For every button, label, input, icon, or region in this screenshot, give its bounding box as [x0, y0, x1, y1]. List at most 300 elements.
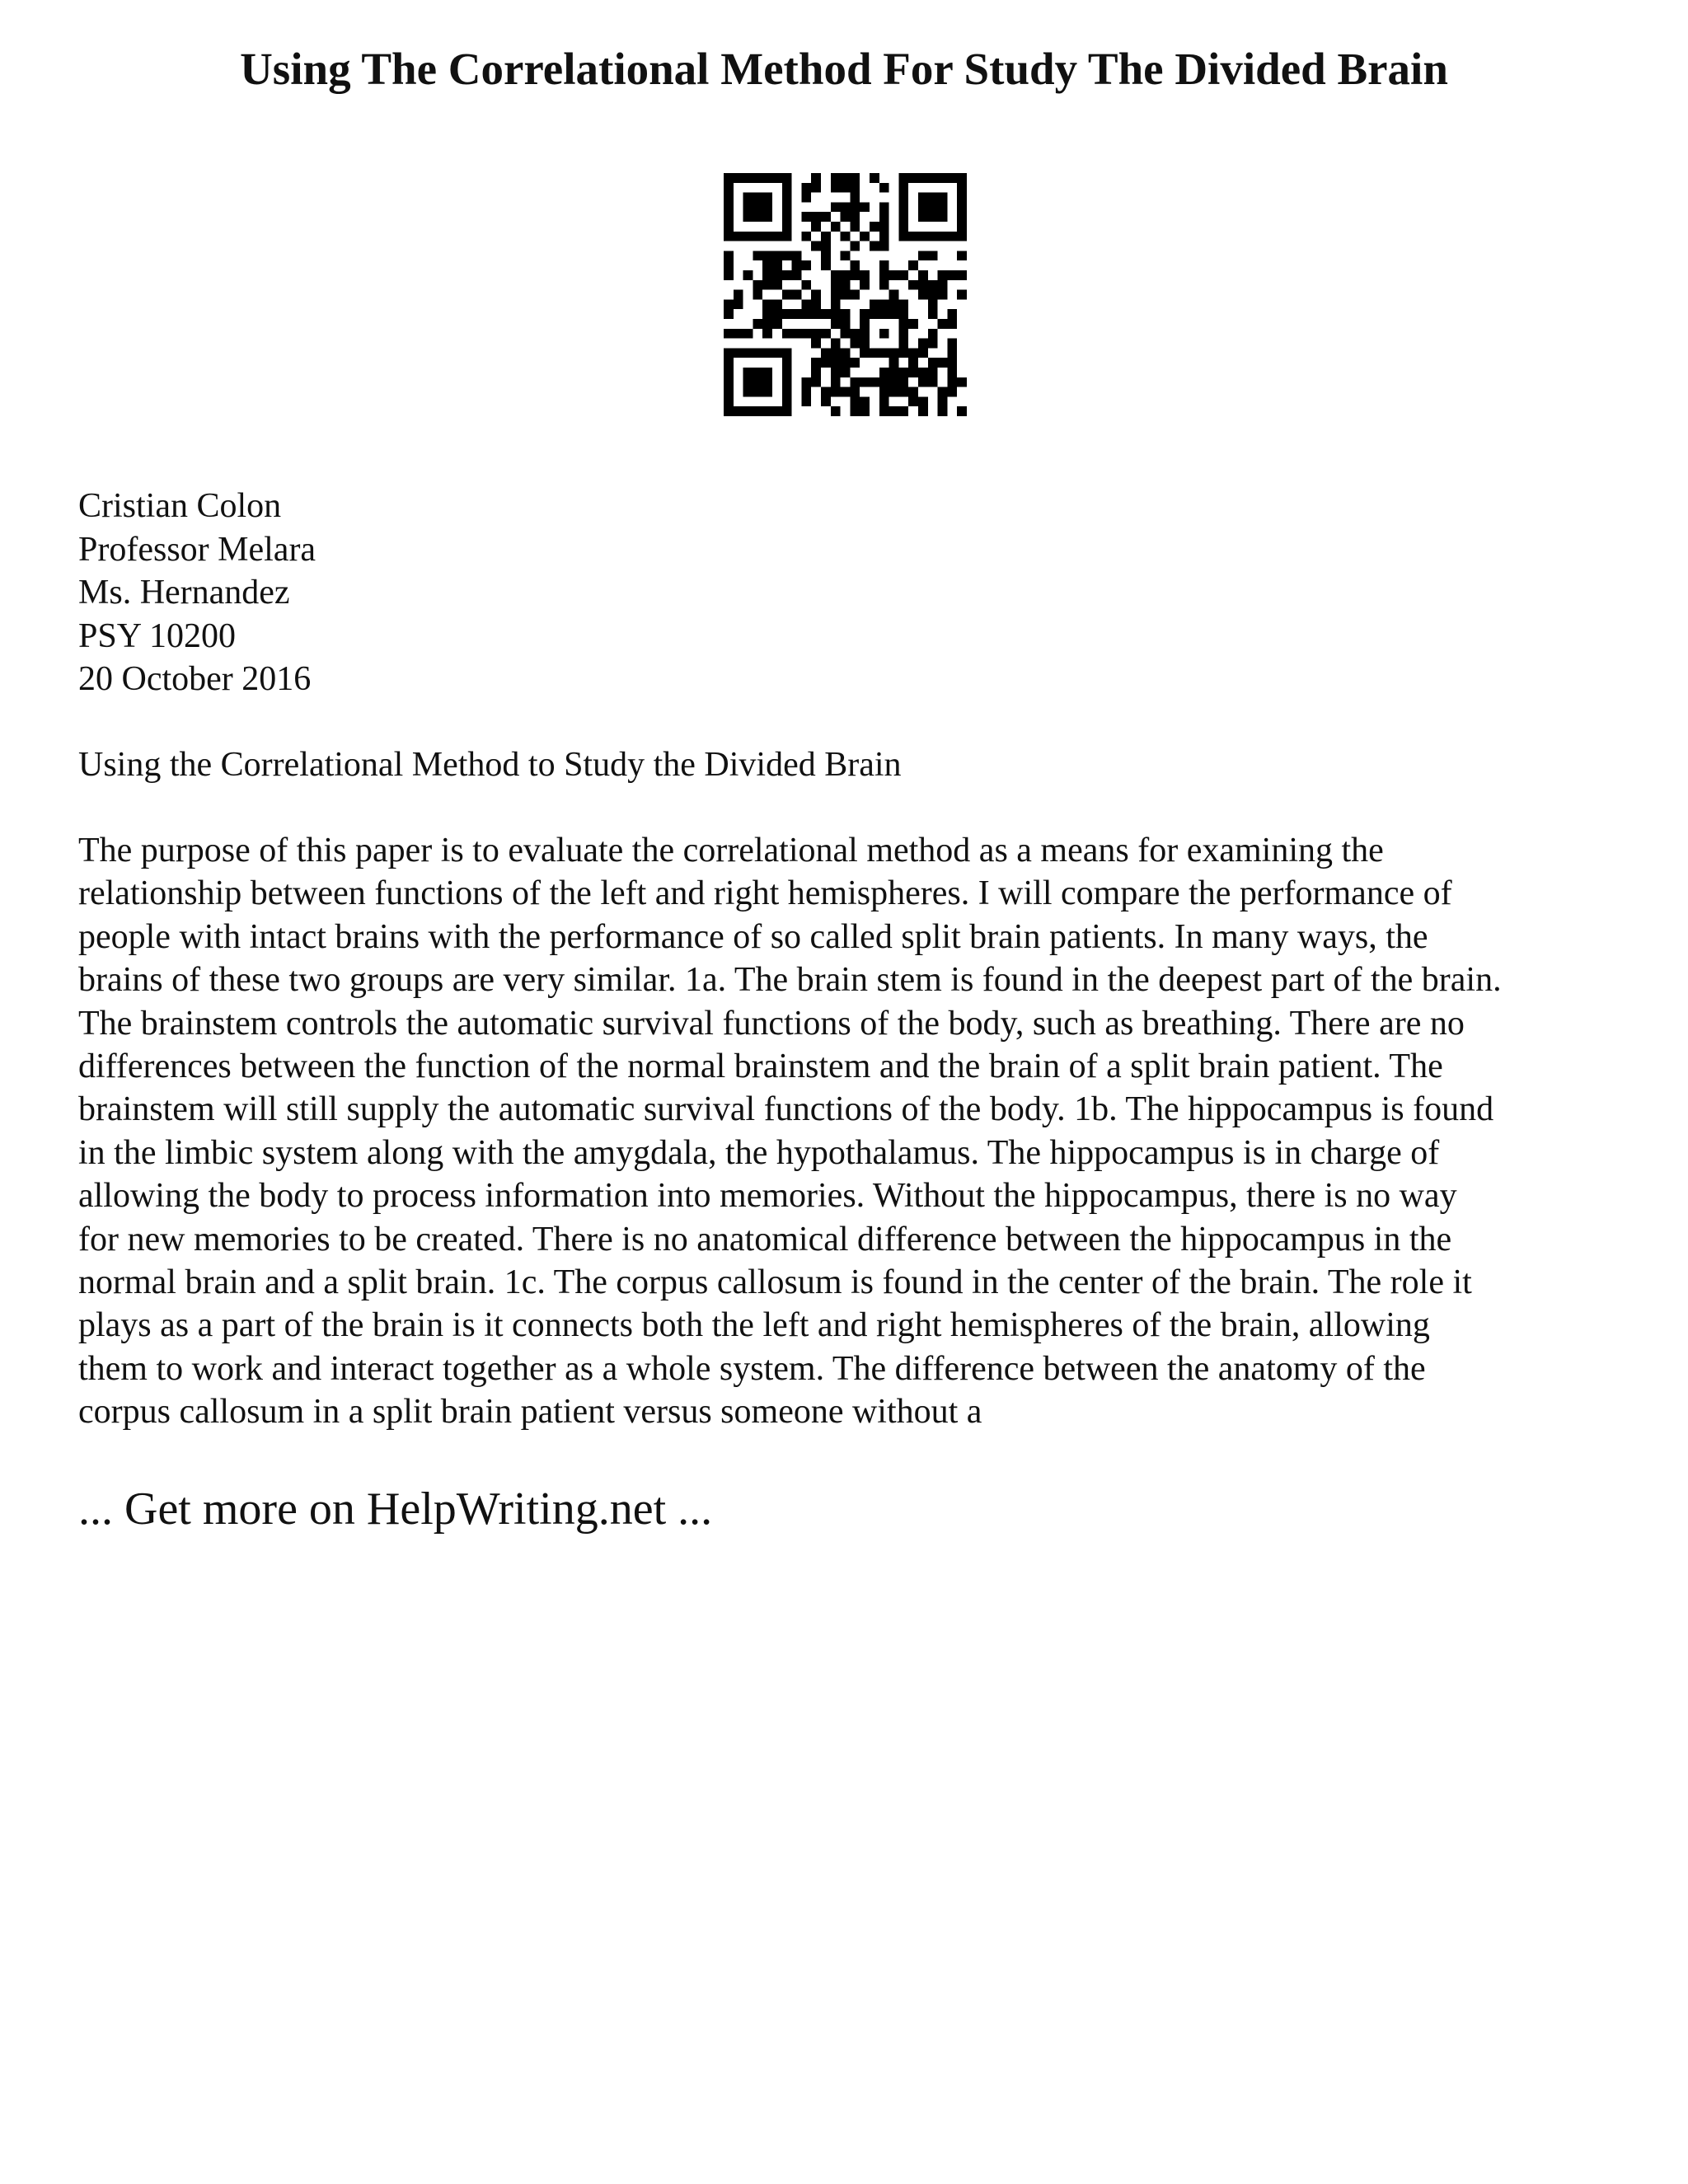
qr-module [724, 260, 734, 270]
qr-module [879, 232, 889, 241]
qr-module [957, 173, 967, 183]
qr-module [918, 290, 928, 300]
qr-module [762, 319, 772, 329]
qr-module [928, 290, 938, 300]
qr-module [908, 358, 918, 368]
qr-module [947, 232, 957, 241]
qr-module [792, 309, 802, 319]
qr-module [801, 329, 811, 339]
body-line: corpus callosum in a split brain patient versus someone without a [78, 1393, 982, 1432]
paper-title: Using the Correlational Method to Study the Divided Brain [78, 746, 902, 784]
qr-module [841, 309, 851, 319]
qr-module [898, 299, 908, 309]
qr-module [762, 193, 772, 203]
qr-module [772, 270, 782, 280]
qr-module [860, 202, 870, 212]
qr-module [762, 251, 772, 260]
qr-module [908, 348, 918, 358]
qr-module [947, 368, 957, 377]
qr-module [782, 329, 792, 339]
qr-module [928, 202, 938, 212]
qr-module [928, 212, 938, 222]
qr-module [831, 299, 841, 309]
qr-module [889, 270, 899, 280]
qr-module [831, 222, 841, 232]
qr-module [734, 299, 743, 309]
qr-module [928, 309, 938, 319]
qr-module [879, 183, 889, 193]
qr-module [918, 396, 928, 406]
qr-module [879, 329, 889, 339]
qr-module [889, 358, 899, 368]
qr-module [762, 406, 772, 416]
qr-module [918, 406, 928, 416]
qr-module [928, 329, 938, 339]
qr-module [821, 260, 831, 270]
qr-module [947, 377, 957, 387]
get-more-link[interactable]: ... Get more on HelpWriting.net ... [78, 1483, 713, 1535]
qr-module [743, 406, 753, 416]
qr-module [724, 212, 734, 222]
qr-module [879, 377, 889, 387]
qr-module [724, 348, 734, 358]
qr-module [801, 280, 811, 290]
qr-module [762, 232, 772, 241]
qr-module [743, 212, 753, 222]
qr-module [957, 193, 967, 203]
qr-module [782, 251, 792, 260]
body-line: The purpose of this paper is to evaluate the correlational method as a means for examining the [78, 832, 1384, 869]
body-line: The brainstem controls the automatic survival functions of the body, such as breathing. There are no [78, 1004, 1465, 1043]
qr-module [743, 368, 753, 377]
qr-module [860, 232, 870, 241]
qr-module [831, 387, 841, 397]
qr-module [957, 202, 967, 212]
qr-module [860, 348, 870, 358]
qr-module [821, 309, 831, 319]
qr-module [908, 319, 918, 329]
qr-module [772, 348, 782, 358]
qr-module [918, 377, 928, 387]
qr-module [792, 290, 802, 300]
qr-module [734, 290, 743, 300]
qr-module [811, 173, 821, 183]
qr-module [889, 387, 899, 397]
qr-module [753, 387, 762, 397]
qr-module [821, 396, 831, 406]
qr-module [724, 270, 734, 280]
qr-module [860, 270, 870, 280]
qr-module [850, 241, 860, 251]
qr-module [841, 290, 851, 300]
qr-module [957, 232, 967, 241]
qr-module [850, 329, 860, 339]
qr-module [908, 280, 918, 290]
qr-module [743, 348, 753, 358]
qr-module [947, 319, 957, 329]
qr-module [762, 202, 772, 212]
qr-module [801, 193, 811, 203]
qr-module [938, 193, 948, 203]
qr-module [898, 309, 908, 319]
qr-module [870, 173, 879, 183]
qr-module [957, 270, 967, 280]
qr-module [938, 387, 948, 397]
qr-module [879, 368, 889, 377]
qr-module [889, 348, 899, 358]
body-line: for new memories to be created. There is no anatomical difference between the hippocampus in the [78, 1220, 1452, 1258]
qr-module [928, 173, 938, 183]
qr-module [811, 241, 821, 251]
qr-module [753, 251, 762, 260]
document-title: Using The Correlational Method For Study The Divided Brain [240, 44, 1448, 94]
qr-module [782, 212, 792, 222]
qr-module [724, 406, 734, 416]
qr-module [782, 290, 792, 300]
qr-module [870, 348, 879, 358]
qr-module [918, 193, 928, 203]
qr-module [841, 173, 851, 183]
qr-module [879, 348, 889, 358]
qr-module [734, 232, 743, 241]
qr-module [762, 377, 772, 387]
qr-module [928, 232, 938, 241]
qr-module [879, 387, 889, 397]
qr-module [724, 193, 734, 203]
qr-module [938, 319, 948, 329]
body-line: relationship between functions of the left and right hemispheres. I will compare the performance of [78, 874, 1452, 913]
qr-module [889, 368, 899, 377]
qr-module [870, 222, 879, 232]
qr-module [957, 222, 967, 232]
body-line: in the limbic system along with the amygdala, the hypothalamus. The hippocampus is in charge of [78, 1133, 1440, 1172]
qr-module [772, 173, 782, 183]
qr-module [762, 280, 772, 290]
qr-module [947, 309, 957, 319]
qr-module [947, 387, 957, 397]
qr-module [908, 232, 918, 241]
qr-module [811, 299, 821, 309]
qr-module [782, 222, 792, 232]
qr-module [831, 202, 841, 212]
qr-module [860, 339, 870, 349]
qr-module [743, 329, 753, 339]
qr-module [860, 377, 870, 387]
qr-module [724, 202, 734, 212]
qr-module [724, 222, 734, 232]
qr-module [743, 173, 753, 183]
qr-module [801, 299, 811, 309]
body-line: plays as a part of the brain is it connects both the left and right hemispheres of the brain, allowing [78, 1306, 1430, 1345]
qr-module [841, 202, 851, 212]
qr-module [821, 241, 831, 251]
qr-module [908, 173, 918, 183]
qr-module [850, 173, 860, 183]
qr-module [860, 396, 870, 406]
qr-module [811, 358, 821, 368]
qr-module [811, 212, 821, 222]
qr-module [724, 368, 734, 377]
qr-module [938, 202, 948, 212]
qr-module [841, 183, 851, 193]
qr-module [850, 339, 860, 349]
qr-module [831, 173, 841, 183]
paper-date: 20 October 2016 [78, 660, 312, 698]
qr-module [879, 260, 889, 270]
qr-module [831, 368, 841, 377]
qr-module [928, 280, 938, 290]
qr-module [831, 309, 841, 319]
qr-module [947, 270, 957, 280]
qr-module [801, 309, 811, 319]
qr-module [928, 193, 938, 203]
qr-module [850, 183, 860, 193]
qr-module [762, 270, 772, 280]
qr-module [898, 368, 908, 377]
qr-module [850, 396, 860, 406]
instructor-name: Ms. Hernandez [78, 574, 290, 612]
qr-module [724, 387, 734, 397]
qr-module [918, 280, 928, 290]
qr-module [762, 173, 772, 183]
qr-module [743, 387, 753, 397]
qr-module [753, 232, 762, 241]
qr-module [938, 212, 948, 222]
body-line: allowing the body to process information into memories. Without the hippocampus, there is no way [78, 1177, 1457, 1216]
qr-module [801, 260, 811, 270]
qr-module [898, 329, 908, 339]
qr-module [782, 406, 792, 416]
qr-module [782, 270, 792, 280]
qr-module [801, 183, 811, 193]
qr-module [928, 339, 938, 349]
qr-module [879, 280, 889, 290]
qr-module [821, 387, 831, 397]
qr-module [850, 387, 860, 397]
qr-module [821, 212, 831, 222]
qr-module [753, 280, 762, 290]
qr-module [724, 299, 734, 309]
qr-module [724, 396, 734, 406]
qr-module [811, 290, 821, 300]
qr-module [879, 309, 889, 319]
qr-module [938, 173, 948, 183]
qr-module [753, 319, 762, 329]
qr-module [782, 193, 792, 203]
qr-module [743, 232, 753, 241]
qr-module [753, 348, 762, 358]
qr-module [724, 358, 734, 368]
qr-module [918, 368, 928, 377]
qr-module [928, 299, 938, 309]
qr-code-icon [724, 173, 967, 416]
qr-module [918, 348, 928, 358]
qr-module [753, 368, 762, 377]
qr-module [879, 396, 889, 406]
qr-module [753, 377, 762, 387]
qr-module [801, 396, 811, 406]
qr-module [821, 329, 831, 339]
body-line: brains of these two groups are very similar. 1a. The brain stem is found in the deepest part of the brain. [78, 961, 1502, 1000]
qr-module [870, 299, 879, 309]
qr-module [743, 377, 753, 387]
qr-module [753, 406, 762, 416]
qr-module [762, 212, 772, 222]
qr-module [724, 173, 734, 183]
qr-module [928, 368, 938, 377]
qr-module [831, 377, 841, 387]
qr-module [898, 339, 908, 349]
qr-module [860, 280, 870, 290]
qr-module [889, 309, 899, 319]
qr-module [724, 309, 734, 319]
qr-module [850, 270, 860, 280]
qr-module [850, 193, 860, 203]
qr-module [918, 339, 928, 349]
qr-module [879, 270, 889, 280]
body-line: them to work and interact together as a whole system. The difference between the anatomy of the [78, 1349, 1426, 1388]
qr-module [889, 290, 899, 300]
qr-module [850, 222, 860, 232]
qr-module [782, 377, 792, 387]
qr-module [772, 251, 782, 260]
body-line: normal brain and a split brain. 1c. The corpus callosum is found in the center of the brain. The role it [78, 1263, 1472, 1302]
qr-module [772, 406, 782, 416]
qr-module [782, 309, 792, 319]
qr-module [841, 387, 851, 397]
qr-module [870, 377, 879, 387]
qr-module [772, 299, 782, 309]
qr-module [821, 358, 831, 368]
qr-module [792, 270, 802, 280]
qr-module [753, 212, 762, 222]
qr-module [898, 202, 908, 212]
qr-module [811, 377, 821, 387]
qr-module [811, 309, 821, 319]
body-line: brainstem will still supply the automatic survival functions of the body. 1b. The hippocampus is found [78, 1090, 1494, 1129]
qr-module [889, 377, 899, 387]
qr-module [841, 358, 851, 368]
qr-module [860, 406, 870, 416]
qr-module [938, 358, 948, 368]
qr-module [792, 251, 802, 260]
qr-module [792, 329, 802, 339]
qr-module [831, 406, 841, 416]
qr-module [879, 406, 889, 416]
qr-module [841, 319, 851, 329]
qr-module [811, 183, 821, 193]
qr-module [841, 329, 851, 339]
qr-module [908, 396, 918, 406]
qr-module [938, 406, 948, 416]
qr-module [801, 387, 811, 397]
qr-module [841, 251, 851, 260]
qr-module [947, 358, 957, 368]
qr-module [898, 183, 908, 193]
qr-module [860, 309, 870, 319]
qr-module [850, 202, 860, 212]
qr-module [957, 406, 967, 416]
qr-module [782, 396, 792, 406]
qr-module [734, 348, 743, 358]
qr-module [860, 319, 870, 329]
qr-module [821, 348, 831, 358]
qr-module [889, 299, 899, 309]
qr-module [918, 202, 928, 212]
qr-module [734, 329, 743, 339]
qr-module [782, 183, 792, 193]
qr-module [938, 232, 948, 241]
qr-module [947, 173, 957, 183]
qr-module [782, 387, 792, 397]
qr-module [898, 406, 908, 416]
qr-module [841, 212, 851, 222]
qr-module [753, 193, 762, 203]
qr-module [918, 232, 928, 241]
qr-module [762, 329, 772, 339]
qr-module [898, 348, 908, 358]
qr-module [879, 212, 889, 222]
qr-module [938, 280, 948, 290]
qr-module [908, 260, 918, 270]
qr-module [831, 270, 841, 280]
qr-module [841, 270, 851, 280]
qr-module [841, 368, 851, 377]
qr-module [762, 309, 772, 319]
qr-module [938, 396, 948, 406]
qr-module [782, 232, 792, 241]
qr-module [879, 241, 889, 251]
qr-module [734, 173, 743, 183]
qr-module [743, 202, 753, 212]
qr-module [831, 348, 841, 358]
qr-module [918, 251, 928, 260]
qr-module [898, 222, 908, 232]
qr-module [918, 212, 928, 222]
qr-module [724, 251, 734, 260]
qr-module [841, 280, 851, 290]
qr-module [772, 232, 782, 241]
qr-module [908, 368, 918, 377]
qr-module [841, 348, 851, 358]
qr-module [724, 183, 734, 193]
qr-module [928, 377, 938, 387]
qr-module [938, 290, 948, 300]
qr-module [772, 309, 782, 319]
qr-module [841, 232, 851, 241]
qr-module [724, 377, 734, 387]
author-header [78, 485, 316, 701]
body-line: people with intact brains with the performance of so called split brain patients. In many ways, the [78, 917, 1428, 956]
qr-module [753, 290, 762, 300]
qr-module [928, 251, 938, 260]
author-name: Cristian Colon [78, 487, 282, 525]
qr-module [782, 348, 792, 358]
qr-module [870, 309, 879, 319]
qr-module [898, 212, 908, 222]
qr-module [743, 270, 753, 280]
qr-module [918, 270, 928, 280]
qr-module [850, 358, 860, 368]
qr-module [782, 368, 792, 377]
qr-module [938, 270, 948, 280]
qr-module [850, 290, 860, 300]
qr-module [918, 173, 928, 183]
qr-module [898, 232, 908, 241]
qr-module [801, 212, 811, 222]
qr-module [898, 319, 908, 329]
qr-module [957, 251, 967, 260]
